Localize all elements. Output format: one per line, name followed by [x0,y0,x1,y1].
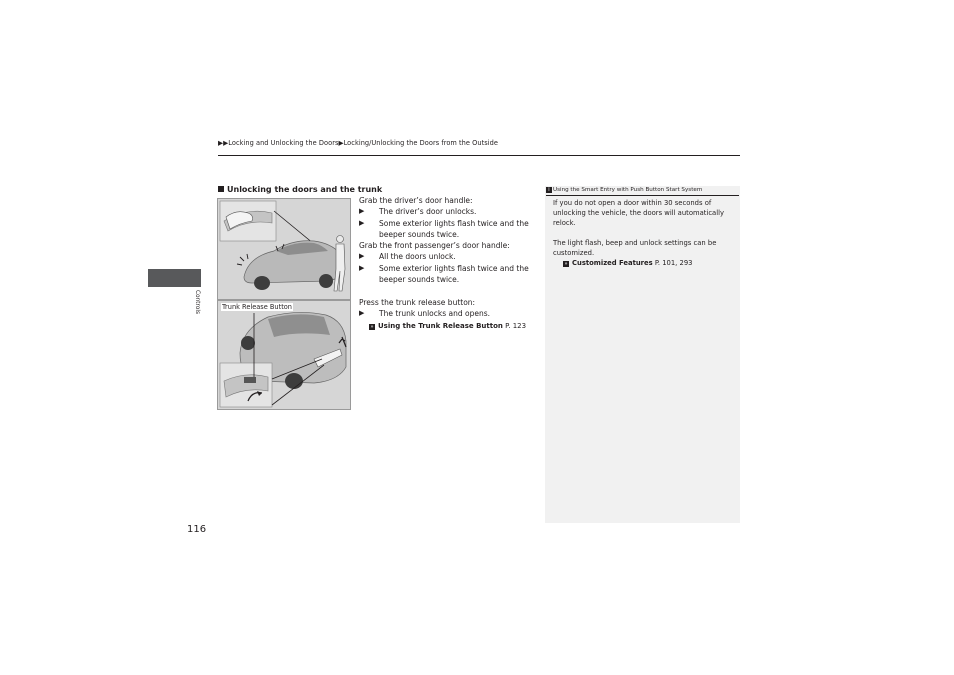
section-heading [218,185,382,194]
driver-result-1: ▶ The driver’s door unlocks. [359,207,477,217]
right-triangle-icon: ▶ [359,207,365,216]
customized-features-xref-link[interactable]: » Customized Features P. 101, 293 [564,259,693,267]
right-triangle-icon: ▶ [359,252,365,261]
breadcrumb-current: Locking/Unlocking the Doors from the Outside [343,139,498,147]
trunk-release-illustration [217,300,351,410]
passenger-result-2: ▶ Some exterior lights flash twice and the [359,263,529,273]
note-title: i Using the Smart Entry with Push Button Start System [546,187,739,196]
right-triangle-icon: ▶ [359,263,365,272]
trunk-release-callout: Trunk Release Button [222,303,292,311]
passenger-result-1: ▶ All the doors unlock. [359,252,456,262]
car-door-handle-drawing [218,199,350,299]
trunk-unlock-steps [359,297,539,332]
header-divider [218,155,740,156]
note-icon: i [546,187,552,193]
driver-result-2: ▶ Some exterior lights flash twice and the [359,218,529,228]
car-trunk-drawing [218,301,350,409]
square-bullet-icon [218,186,224,192]
breadcrumb [218,139,498,147]
note-paragraph-2: The light flash, beep and unlock settings can be customized. » Customized Features P. 101, 293 [553,238,735,268]
driver-result-2-cont: beeper sounds twice. [379,229,460,239]
cross-reference-icon: » [564,261,568,267]
note-paragraph-1: If you do not open a door within 30 seconds of unlocking the vehicle, the doors will automatically relock. [553,199,725,227]
cross-reference-icon: » [370,323,374,330]
door-unlock-illustration [217,198,351,300]
driver-step: Grab the driver’s door handle: [359,196,473,205]
note-body [553,198,735,278]
passenger-result-2-cont: beeper sounds twice. [379,275,460,285]
right-triangle-icon: ▶ [359,218,365,227]
trunk-result-1: ▶ The trunk unlocks and opens. [359,309,491,319]
door-unlock-steps [359,195,539,285]
passenger-step: Grab the front passenger’s door handle: [359,241,510,251]
chapter-tab-label: Controls [194,290,200,314]
chapter-tab[interactable] [148,269,201,287]
trunk-xref-link[interactable]: » Using the Trunk Release Button P. 123 [370,321,527,330]
page-number: 116 [187,524,207,535]
right-triangle-icon: ▶ [359,309,365,318]
breadcrumb-separator-icon: ▶ [338,139,344,147]
breadcrumb-arrow-icon: ▶▶ [218,139,229,147]
section-heading-text: Unlocking the doors and the trunk [227,185,383,194]
breadcrumb-parent-link[interactable]: Locking and Unlocking the Doors [228,139,339,147]
trunk-step: Press the trunk release button: [359,298,476,307]
